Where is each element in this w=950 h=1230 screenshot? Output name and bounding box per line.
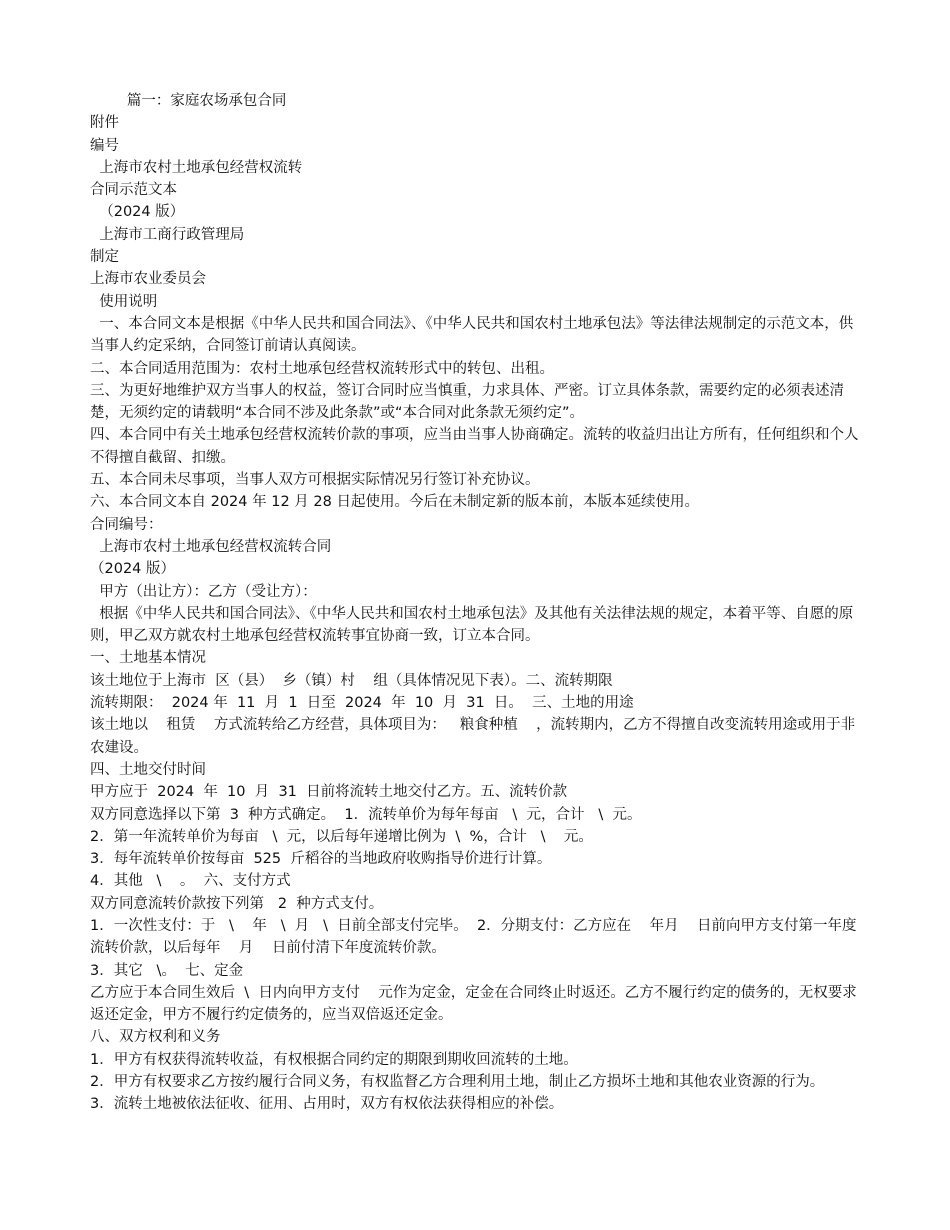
text-line: 制定 [90,249,119,266]
paragraph: 二、本合同适用范围为：农村土地承包经营权流转形式中的转包、出租。 [90,360,554,377]
paragraph: 双方同意流转价款按下列第 2 种方式支付。 [90,895,384,912]
paragraph: 六、本合同文本自 2024 年 12 月 28 日起使用。今后在未制定新的版本前，本版本延续使用。 [90,494,699,511]
paragraph: 3．其它 \。 七、定金 [90,962,244,979]
section-heading: 一、土地基本情况 [90,650,206,667]
paragraph: 一、本合同文本是根据《中华人民共和国合同法》、《中华人民共和国农村土地承包法》等法律法规制定的示范文本，供当事人约定采纳，合同签订前请认真阅读。 [90,315,854,355]
text-line: 上海市工商行政管理局 [90,226,245,243]
text-line: （2024 版） [90,561,176,578]
paragraph: 流转期限： 2024 年 11 月 1 日至 2024 年 10 月 31 日。 三、土地的用途 [90,695,634,712]
paragraph: 该土地以 租赁 方式流转给乙方经营，具体项目为： 粮食种植 ，流转期内，乙方不得擅自改变流转用途或用于非农建设。 [90,717,856,756]
paragraph: 甲方应于 2024 年 10 月 31 日前将流转土地交付乙方。五、流转价款 [90,784,568,801]
paragraph: 2．第一年流转单价为每亩 \ 元，以后每年递增比例为 \ %，合计 \ 元。 [90,828,593,845]
text-line: 使用说明 [90,293,158,310]
text-line: （2024 版） [90,204,185,221]
paragraph: 乙方应于本合同生效后 \ 日内向甲方支付 元作为定金，定金在合同终止时返还。乙方不履行约定的债务的，无权要求返还定金，甲方不履行约定债务的，应当双倍返还定金。 [90,984,857,1024]
text-line: 合同编号： [90,516,163,533]
paragraph: 3．每年流转单价按每亩 525 斤稻谷的当地政府收购指导价进行计算。 [90,851,552,868]
text-line: 合同示范文本 [90,182,177,199]
document-body [90,90,860,1116]
text-line: 上海市农村土地承包经营权流转合同 [90,538,332,555]
section-heading: 四、土地交付时间 [90,761,206,778]
paragraph: 根据《中华人民共和国合同法》、《中华人民共和国农村土地承包法》及其他有关法律法规的规定，本着平等、自愿的原则，甲乙双方就农村土地承包经营权流转事宜协商一致，订立本合同。 [90,605,854,645]
paragraph: 双方同意选择以下第 3 种方式确定。 1．流转单价为每年每亩 \ 元，合计 \ 元。 [90,806,642,823]
text-line: 上海市农业委员会 [90,271,206,288]
paragraph: 3．流转土地被依法征收、征用、占用时，双方有权依法获得相应的补偿。 [90,1096,564,1113]
paragraph: 三、为更好地维护双方当事人的权益，签订合同时应当慎重，力求具体、严密。订立具体条款，需要约定的必须表述清楚，无须约定的请载明“本合同不涉及此条款”或“本合同对此条款无须约定”。 [90,382,844,422]
paragraph: 2．甲方有权要求乙方按约履行合同义务，有权监督乙方合理利用土地，制止乙方损坏土地和其他农业资源的行为。 [90,1074,825,1091]
paragraph: 四、本合同中有关土地承包经营权流转价款的事项，应当由当事人协商确定。流转的收益归出让方所有，任何组织和个人不得擅自截留、扣缴。 [90,427,859,466]
text-line: 附件 [90,115,119,132]
paragraph: 五、本合同未尽事项，当事人双方可根据实际情况另行签订补充协议。 [90,472,540,489]
text-line: 甲方（出让方）：乙方（受让方）： [90,583,317,600]
section-heading: 1．甲方有权获得流转收益，有权根据合同约定的期限到期收回流转的土地。 [90,1051,578,1068]
paragraph: 4．其他 \ 。 六、支付方式 [90,873,291,890]
text-line: 上海市农村土地承包经营权流转 [90,159,303,176]
text-line: 编号 [90,137,119,154]
paragraph: 该土地位于上海市 区（县） 乡（镇）村 组（具体情况见下表）。二、流转期限 [90,672,613,689]
section-title: 篇一：家庭农场承包合同 [90,93,287,109]
paragraph: 八、双方权利和义务 [90,1029,221,1046]
paragraph: 1．一次性支付：于 \ 年 \ 月 \ 日前全部支付完毕。 2．分期支付：乙方应在 年月 日前向甲方支付第一年度流转价款，以后每年 月 日前付清下年度流转价款。 [90,917,857,957]
